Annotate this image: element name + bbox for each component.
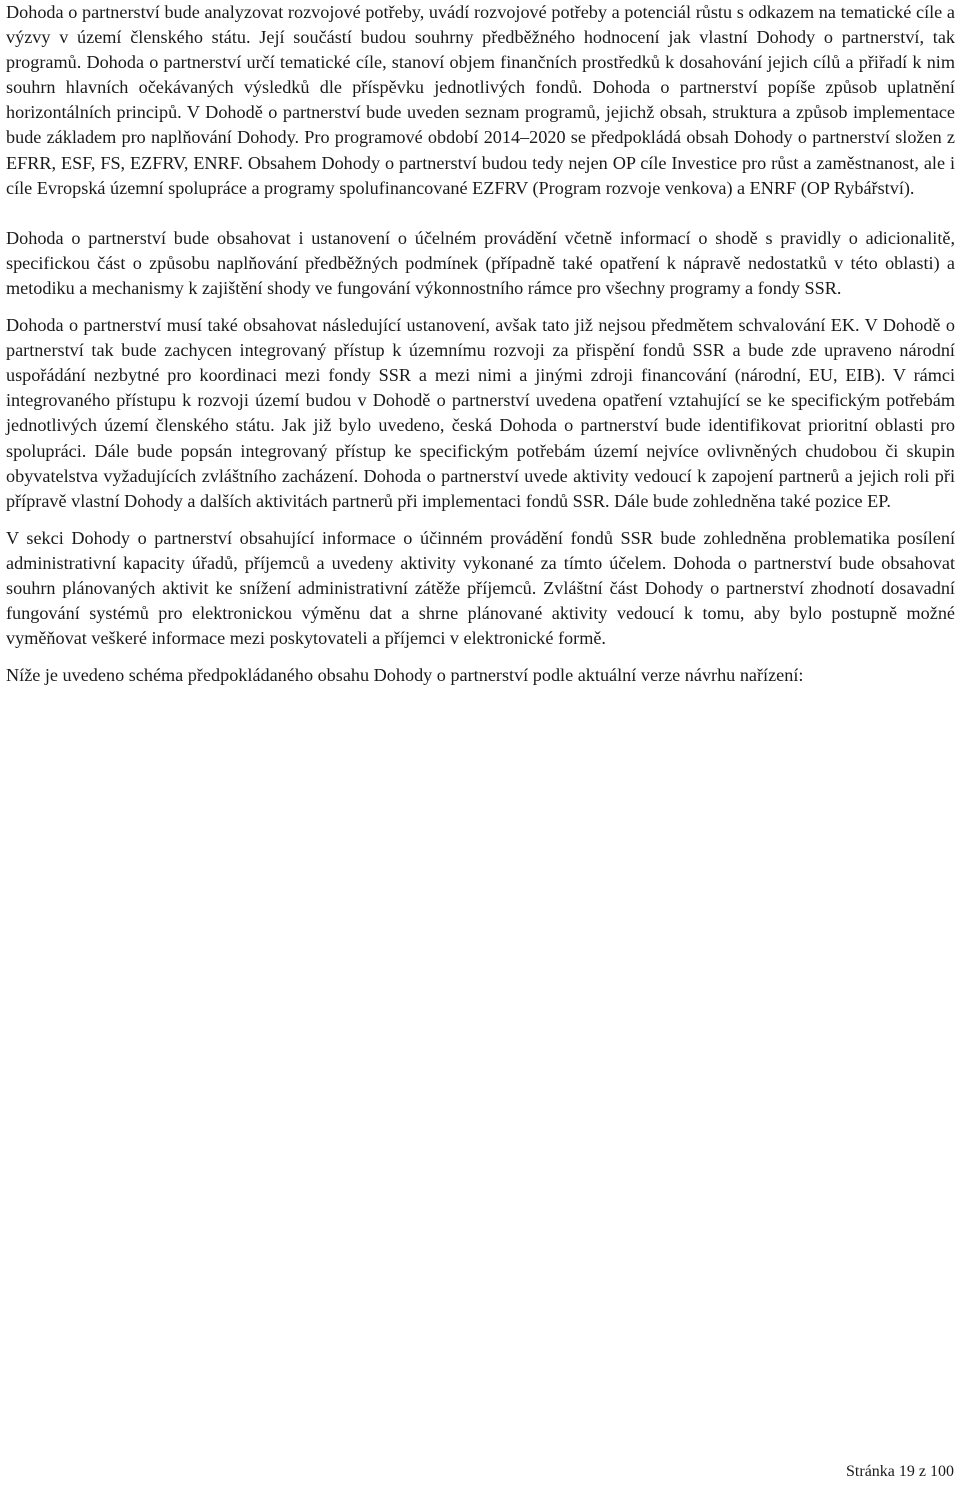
page-separator: z (918, 1463, 926, 1480)
paragraph-5: Níže je uvedeno schéma předpokládaného obsahu Dohody o partnerství podle aktuální verze návrhu nařízení: (6, 665, 804, 686)
page-number: 19 (898, 1463, 915, 1480)
document-page (6, 0, 955, 688)
page-total: 100 (930, 1463, 954, 1480)
page-label: Stránka (846, 1463, 895, 1480)
paragraph-4: V sekci Dohody o partnerství obsahující informace o účinném provádění fondů SSR bude zohledněna problematika posílení administrativní kapacity úřadů, příjemců a uvedeny aktivity vykonané za tímto účelem. Dohoda o partnerství bude obsahovat souhrn plánovaných aktivit ke snížení administrativní zátěže příjemců. Zvláštní část Dohody o partnerství zhodnotí dosavadní fungování systémů pro elektronickou výměnu dat a shrne plánované aktivity vedoucí k tomu, aby bylo postupně možné vyměňovat veškeré informace mezi poskytovateli a příjemci v elektronické formě. (6, 527, 955, 649)
page-footer (846, 1463, 954, 1481)
paragraph-3: Dohoda o partnerství musí také obsahovat následující ustanovení, avšak tato již nejsou předmětem schvalování EK. V Dohodě o partnerství tak bude zachycen integrovaný přístup k územnímu rozvoji za přispění fondů SSR a bude zde upraveno národní uspořádání nezbytné pro koordinaci mezi fondy SSR a mezi nimi a jinými zdroji financování (národní, EU, EIB). V rámci integrovaného přístupu k rozvoji území budou v Dohodě o partnerství uvedena opatření vztahující se ke specifickým potřebám jednotlivých území členského státu. Jak již bylo uvedeno, česká Dohoda o partnerství bude identifikovat prioritní oblasti pro spolupráci. Dále bude popsán integrovaný přístup ke specifickým potřebám území nejvíce ovlivněných chudobou či skupin obyvatelstva vyžadujících zvláštního zacházení. Dohoda o partnerství uvede aktivity vedoucí k zapojení partnerů a jejich roli při přípravě vlastní Dohody a dalších aktivitách partnerů při implementaci fondů SSR. Dále bude zohledněna také pozice EP. (6, 315, 955, 511)
paragraph-1: Dohoda o partnerství bude analyzovat rozvojové potřeby, uvádí rozvojové potřeby a potenciál růstu s odkazem na tematické cíle a výzvy v území členského státu. Její součástí budou souhrny předběžného hodnocení jak vlastní Dohody o partnerství, tak programů. Dohoda o partnerství určí tematické cíle, stanoví objem finančních prostředků k dosahování jejich cílů a přiřadí k nim souhrn hlavních očekávaných výsledků dle příspěvku jednotlivých fondů. Dohoda o partnerství popíše způsob uplatnění horizontálních principů. V Dohodě o partnerství bude uveden seznam programů, jejichž obsah, struktura a způsob implementace bude základem pro naplňování Dohody. Pro programové období 2014–2020 se předpokládá obsah Dohody o partnerství složen z EFRR, ESF, FS, EZFRV, ENRF. Obsahem Dohody o partnerství budou tedy nejen OP cíle Investice pro růst a zaměstnanost, ale i cíle Evropská územní spolupráce a programy spolufinancované EZFRV (Program rozvoje venkova) a ENRF (OP Rybářství). (6, 2, 955, 198)
paragraph-2: Dohoda o partnerství bude obsahovat i ustanovení o účelném provádění včetně informací o shodě s pravidly o adicionalitě, specifickou část o způsobu naplňování předběžných podmínek (případně také opatření k nápravě nedostatků v této oblasti) a metodiku a mechanismy k zajištění shody ve fungování výkonnostního rámce pro všechny programy a fondy SSR. (6, 227, 955, 298)
